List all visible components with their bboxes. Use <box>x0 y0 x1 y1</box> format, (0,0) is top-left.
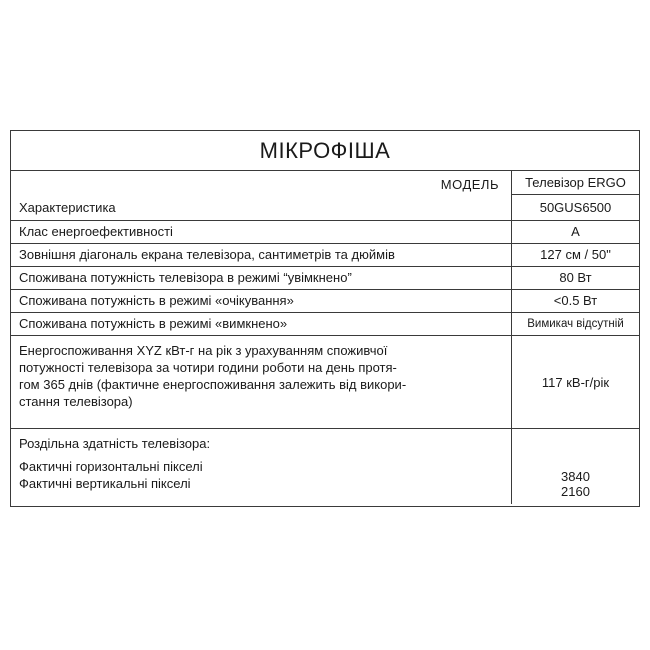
resolution-description <box>11 429 511 504</box>
table-title: МІКРОФІША <box>11 131 639 171</box>
brand-name: Телевізор ERGO <box>512 171 639 195</box>
energy-value: 117 кВ-г/рік <box>541 374 610 390</box>
row-value: Вимикач відсутній <box>511 313 639 335</box>
row-value: 80 Вт <box>511 267 639 289</box>
table-row <box>11 221 639 244</box>
row-label: Споживана потужність в режимі «вимкнено» <box>19 316 288 331</box>
characteristic-label: Характеристика <box>19 200 116 215</box>
energy-line: гом 365 днів (фактичне енергоспоживання залежить від викори- <box>19 377 407 392</box>
table-row <box>11 244 639 267</box>
model-label: МОДЕЛЬ <box>440 177 499 192</box>
energy-value-cell <box>511 336 639 428</box>
horizontal-pixels-label: Фактичні горизонтальні пікселі <box>19 459 203 474</box>
row-value: 127 см / 50" <box>511 244 639 266</box>
resolution-title: Роздільна здатність телевізора: <box>19 436 211 451</box>
row-value: <0.5 Вт <box>511 290 639 312</box>
energy-line: стання телевізора) <box>19 394 133 409</box>
row-label: Споживана потужність в режимі «очікування» <box>19 293 294 308</box>
row-value: A <box>511 221 639 243</box>
table-row <box>11 290 639 313</box>
vertical-pixels-value: 2160 <box>561 484 590 499</box>
vertical-pixels-label: Фактичні вертикальні пікселі <box>19 476 191 491</box>
row-label: Клас енергоефективності <box>19 224 173 239</box>
microfiche-table <box>10 130 640 507</box>
header-row <box>11 171 639 221</box>
row-label: Зовнішня діагональ екрана телевізора, сантиметрів та дюймів <box>19 247 395 262</box>
model-code: 50GUS6500 <box>539 200 612 215</box>
table-row <box>11 313 639 336</box>
header-right-cell <box>511 171 639 220</box>
row-label: Споживана потужність телевізора в режимі “увімкнено” <box>19 270 352 285</box>
energy-row <box>11 336 639 429</box>
energy-line: Енергоспоживання XYZ кВт-г на рік з урахуванням споживчої <box>19 343 388 358</box>
resolution-values-cell <box>511 429 639 504</box>
resolution-row <box>11 429 639 504</box>
energy-line: потужності телевізора за чотири години роботи на день протя- <box>19 360 397 375</box>
header-left-cell <box>11 171 511 220</box>
table-row <box>11 267 639 290</box>
energy-description <box>11 336 511 428</box>
horizontal-pixels-value: 3840 <box>561 469 590 484</box>
